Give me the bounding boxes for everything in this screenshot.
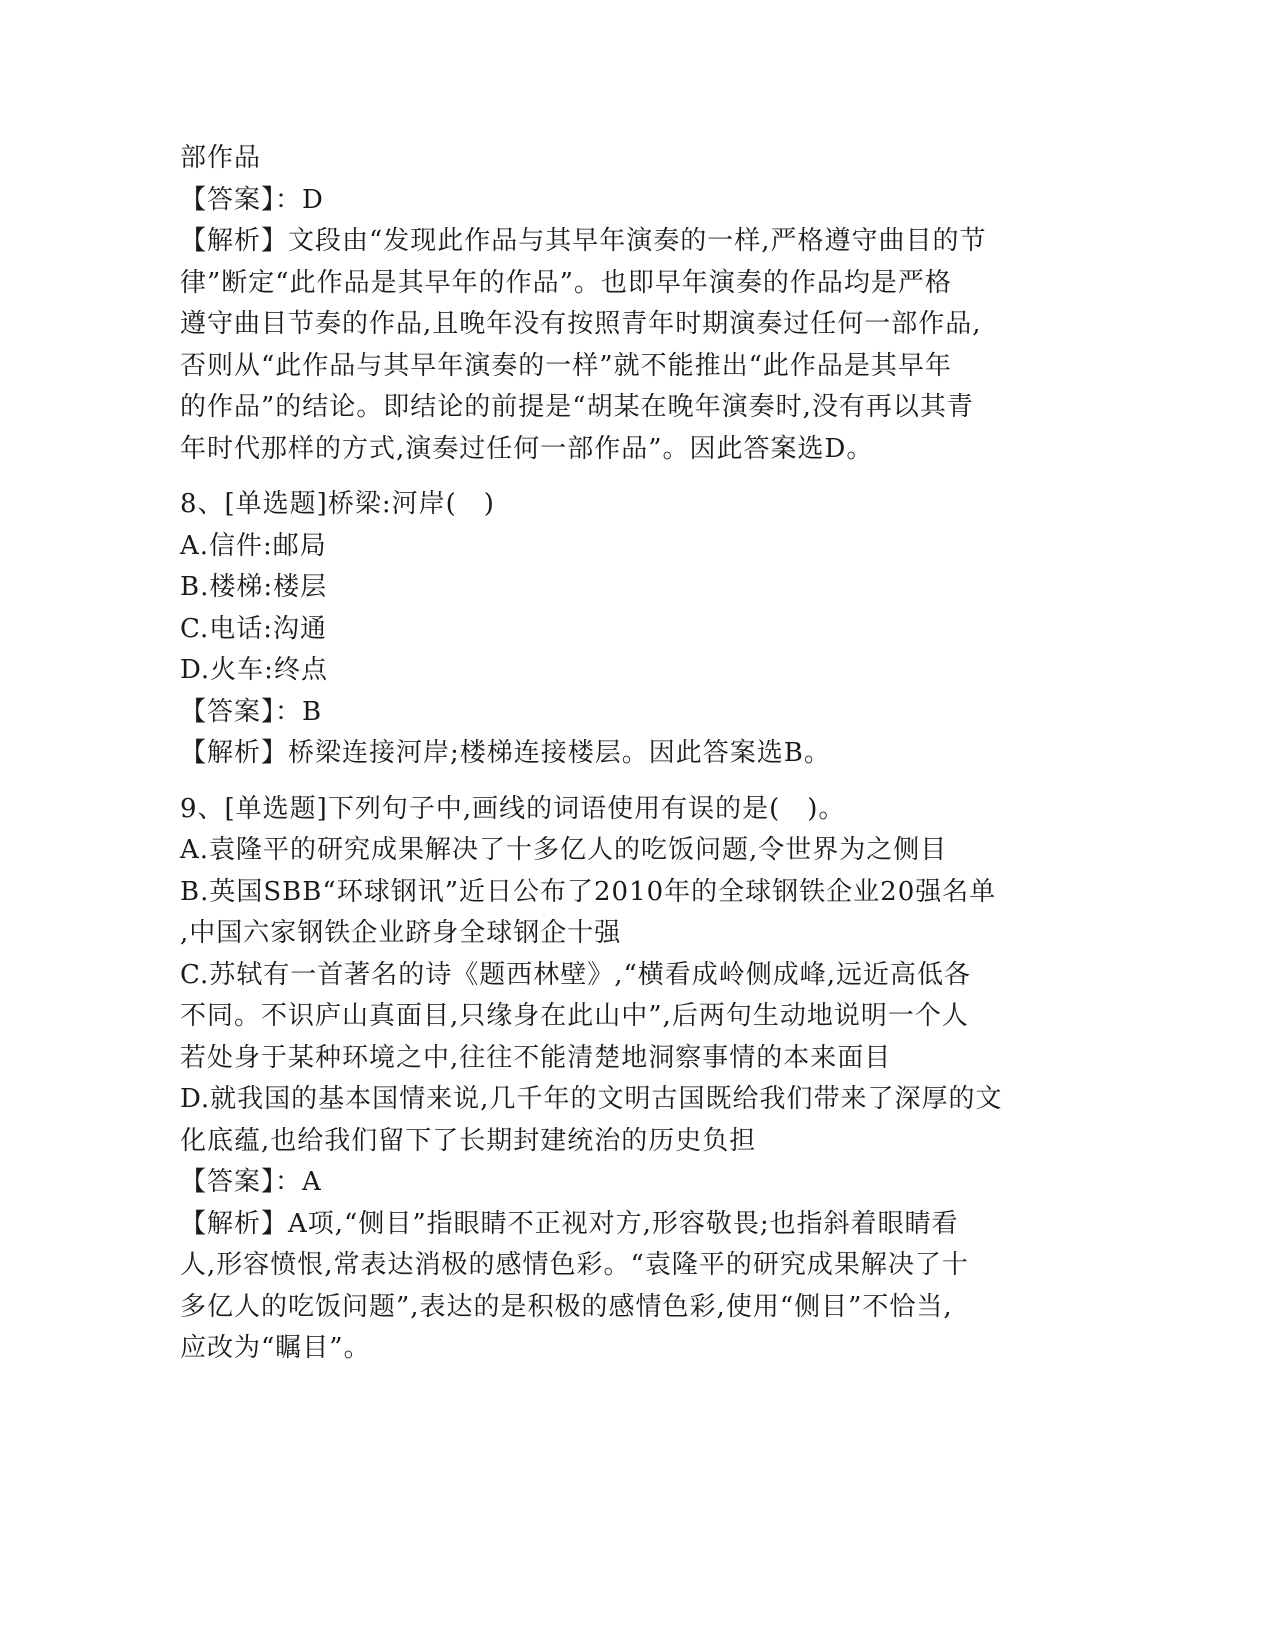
analysis-line: 多亿人的吃饭问题”,表达的是积极的感情色彩,使用“侧目”不恰当, [180, 1291, 953, 1322]
option-c-continued: 若处身于某种环境之中,往往不能清楚地洞察事情的本来面目 [180, 1042, 892, 1073]
question-stem: 8、[单选题]桥梁:河岸( ) [180, 489, 495, 519]
option-c: C.苏轼有一首著名的诗《题西林壁》,“横看成岭侧成峰,远近高低各 [180, 959, 972, 990]
answer-line: 【答案】：B [180, 696, 323, 727]
question-stem: 9、[单选题]下列句子中,画线的词语使用有误的是( )。 [180, 793, 846, 824]
analysis-line: 年时代那样的方式,演奏过任何一部作品”。因此答案选D。 [180, 433, 874, 464]
analysis-line: 【解析】文段由“发现此作品与其早年演奏的一样,严格遵守曲目的节 [180, 226, 987, 256]
analysis-line: 应改为“瞩目”。 [180, 1333, 371, 1363]
option-b-continued: ,中国六家钢铁企业跻身全球钢企十强 [180, 918, 622, 948]
option-a: A.袁隆平的研究成果解决了十多亿人的吃饭问题,令世界为之侧目 [180, 835, 948, 865]
analysis-line: 【解析】A项,“侧目”指眼睛不正视对方,形容敬畏;也指斜着眼睛看 [180, 1208, 959, 1239]
analysis-line: 否则从“此作品与其早年演奏的一样”就不能推出“此作品是其早年 [180, 350, 952, 381]
analysis-line: 遵守曲目节奏的作品,且晚年没有按照青年时期演奏过任何一部作品, [180, 309, 982, 339]
answer-line: 【答案】：A [180, 1167, 322, 1197]
analysis-line: 人,形容愤恨,常表达消极的感情色彩。“袁隆平的研究成果解决了十 [180, 1250, 969, 1280]
option-d: D.火车:终点 [180, 655, 328, 685]
option-c: C.电话:沟通 [180, 613, 327, 644]
previous-question-tail [180, 138, 1060, 470]
option-d-continued: 化底蕴,也给我们留下了长期封建统治的历史负担 [180, 1125, 757, 1156]
question-9 [180, 789, 1060, 1370]
document-page [180, 138, 1060, 1370]
option-b: B.英国SBB“环球钢讯”近日公布了2010年的全球钢铁企业20强名单 [180, 876, 997, 907]
analysis-line: 【解析】桥梁连接河岸;楼梯连接楼层。因此答案选B。 [180, 738, 831, 768]
answer-line: 【答案】：D [180, 184, 324, 215]
analysis-line: 律”断定“此作品是其早年的作品”。也即早年演奏的作品均是严格 [180, 267, 952, 298]
option-b: B.楼梯:楼层 [180, 572, 328, 602]
question-8 [180, 484, 1060, 775]
option-d: D.就我国的基本国情来说,几千年的文明古国既给我们带来了深厚的文 [180, 1084, 1003, 1114]
option-a: A.信件:邮局 [180, 530, 327, 561]
analysis-line: 的作品”的结论。即结论的前提是“胡某在晚年演奏时,没有再以其青 [180, 392, 974, 422]
option-c-continued: 不同。不识庐山真面目,只缘身在此山中”,后两句生动地说明一个人 [180, 1001, 969, 1031]
continuation-line: 部作品 [180, 143, 262, 173]
